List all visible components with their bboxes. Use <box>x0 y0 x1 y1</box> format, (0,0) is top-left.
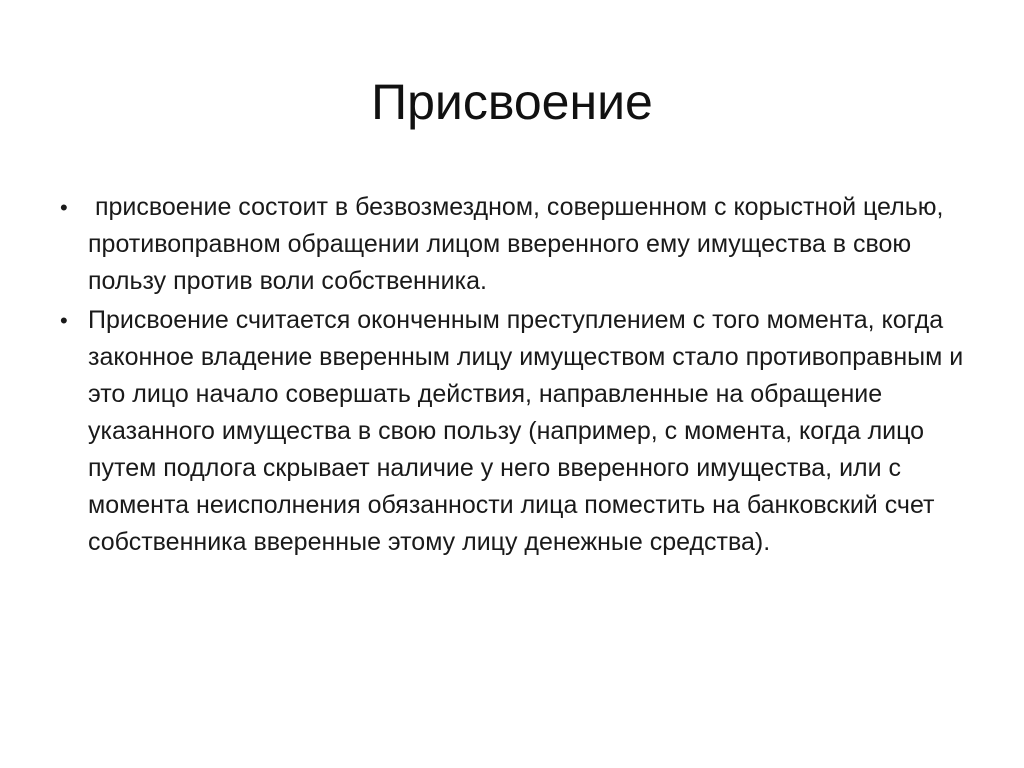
bullet-text: Присвоение считается оконченным преступлением с того момента, когда законное владение вверенным лицу имуществом стало противоправным и это лицо начало совершать действия, направленные на обращение указанного имущества в свою пользу (например, с момента, когда лицо путем подлога скрывает наличие у него вверенного имущества, или с момента неисполнения обязанности лица поместить на банковский счет собственника вверенные этому лицу денежные средства). <box>88 306 964 556</box>
bullet-list <box>60 189 965 563</box>
bullet-marker: • <box>60 308 68 333</box>
bullet-text: присвоение состоит в безвозмездном, совершенном с корыстной целью, противоправном обращении лицом вверенного ему имущества в свою пользу против воли собственника. <box>88 193 951 295</box>
bullet-item <box>60 302 965 561</box>
bullet-item <box>60 189 965 300</box>
slide-title: Присвоение <box>371 74 653 130</box>
bullet-marker: • <box>60 195 68 220</box>
